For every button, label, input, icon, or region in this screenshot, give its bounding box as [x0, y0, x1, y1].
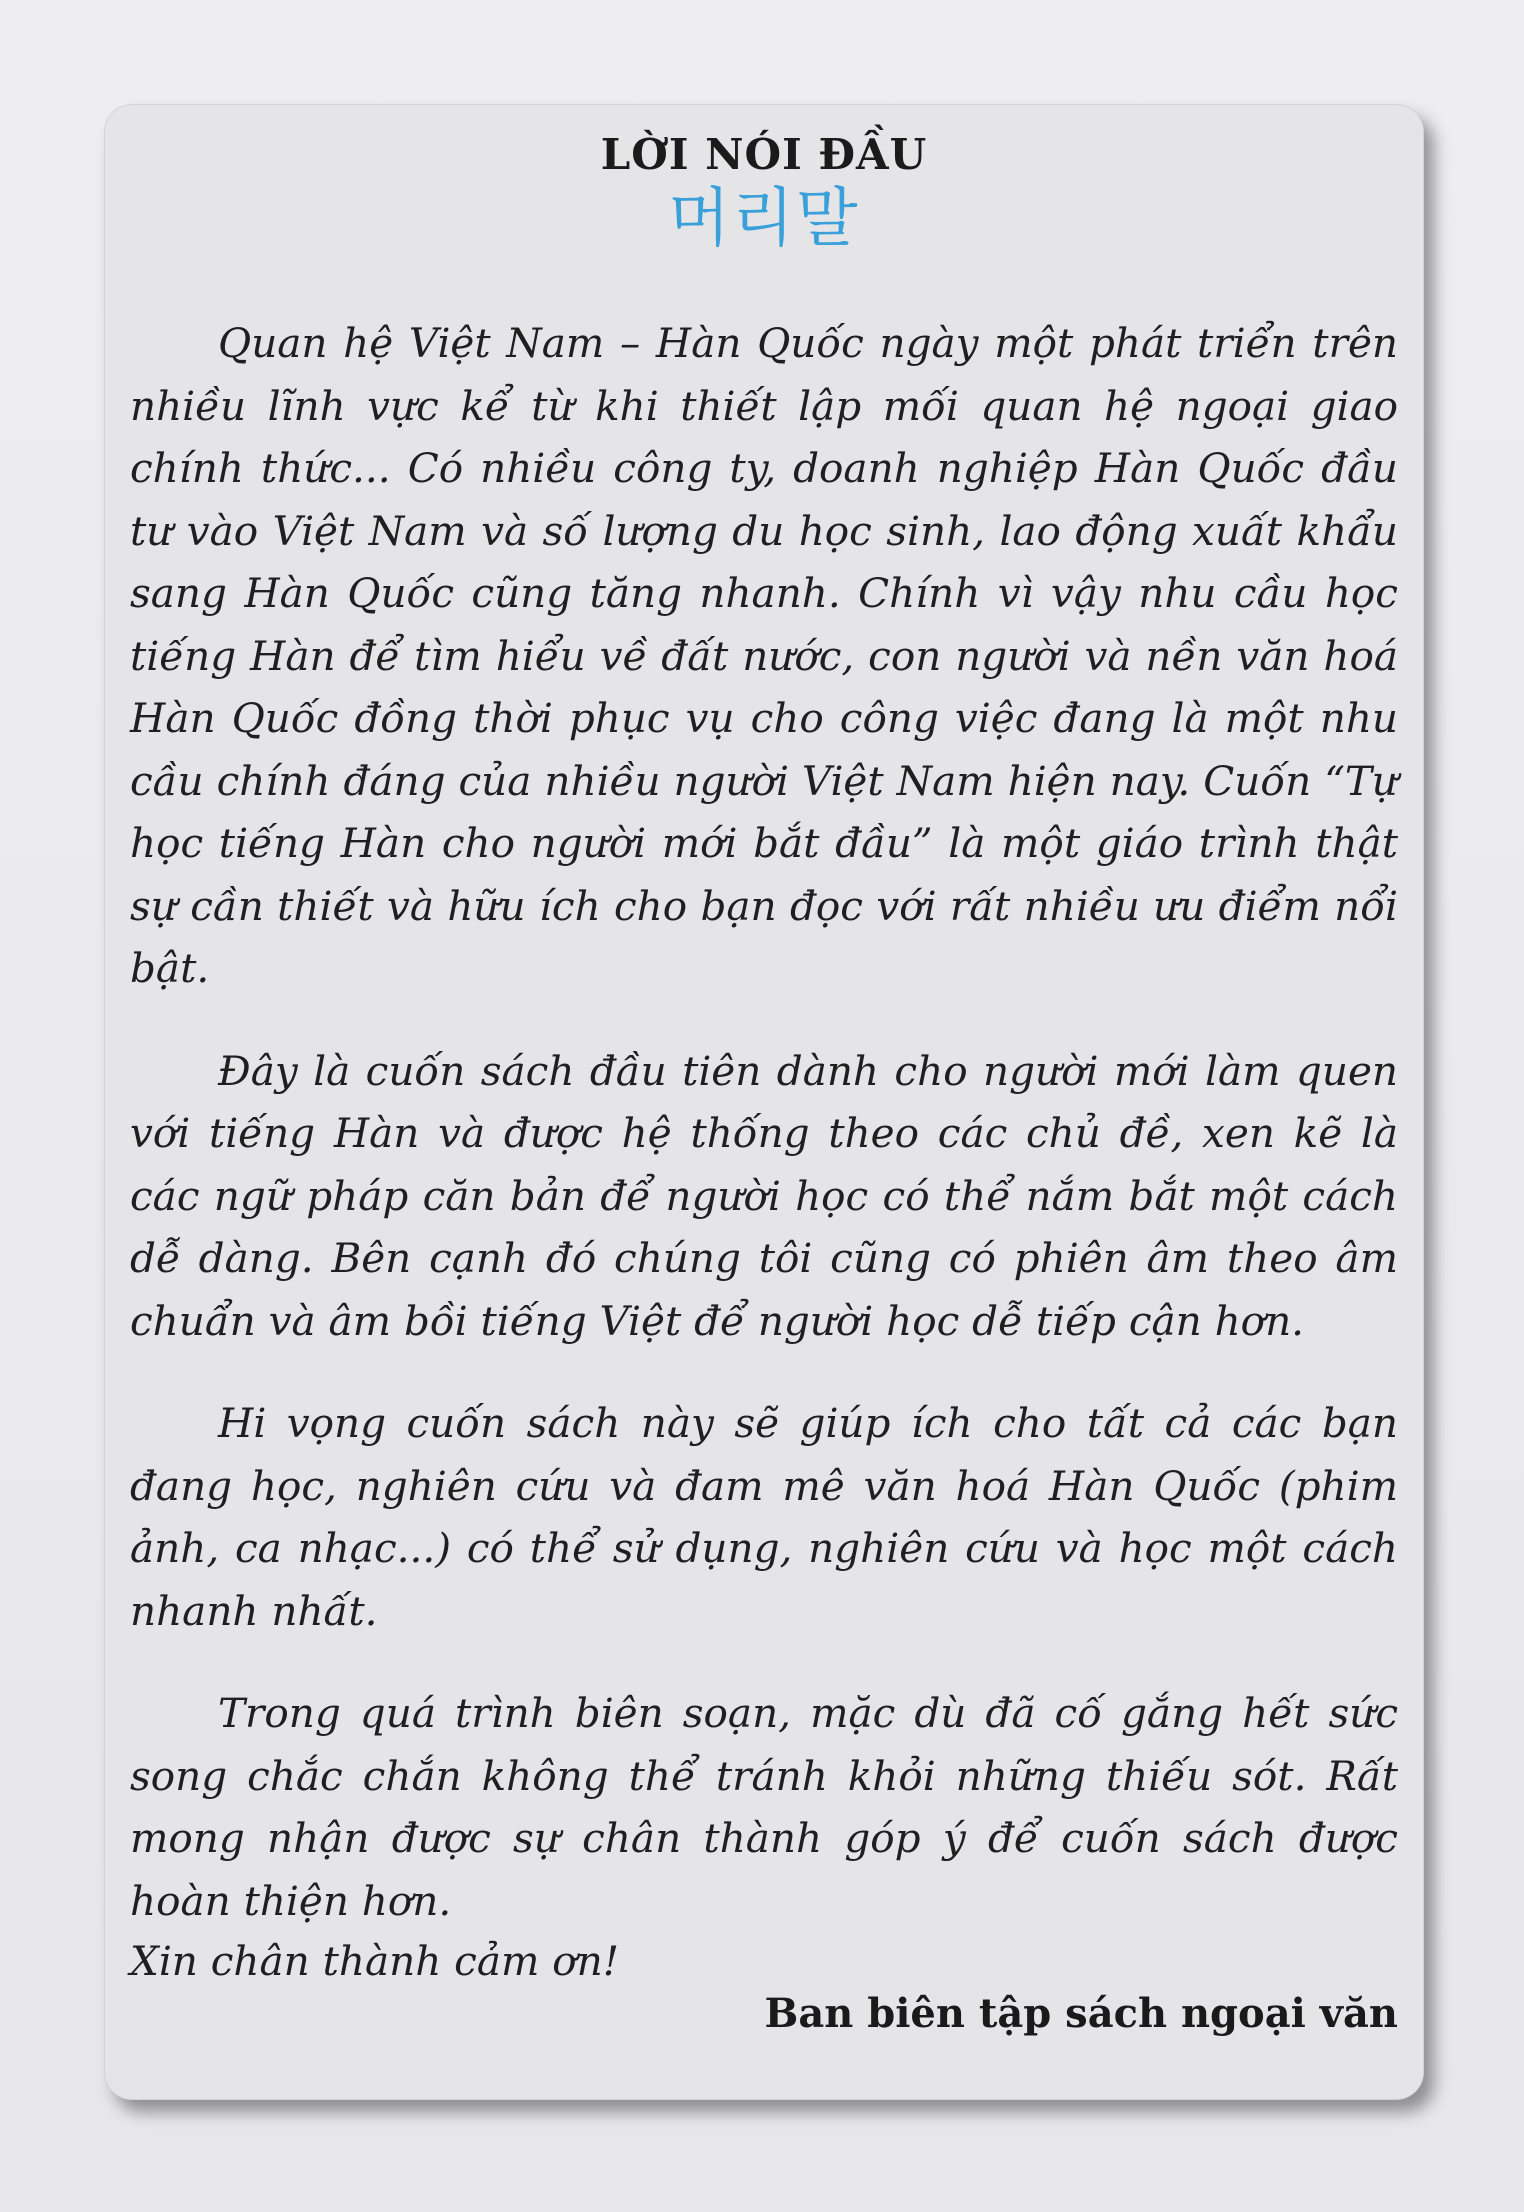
closing-signature: Ban biên tập sách ngoại văn: [764, 1990, 1398, 2037]
preface-title-korean: 머리말: [668, 182, 860, 257]
preface-body: [130, 312, 1398, 2040]
preface-paragraph-3: Hi vọng cuốn sách này sẽ giúp ích cho tất cả các bạn đang học, nghiên cứu và đam mê văn hoá Hàn Quốc (phim ảnh, ca nhạc...) có thể sử dụng, nghiên cứu và học một cách nhanh nhất.: [130, 1399, 1398, 1635]
preface-card: [104, 104, 1424, 2100]
preface-title-vietnamese: LỜI NÓI ĐẦU: [600, 130, 928, 179]
preface-paragraph-4: Trong quá trình biên soạn, mặc dù đã cố gắng hết sức song chắc chắn không thể tránh khỏi những thiếu sót. Rất mong nhận được sự chân thành góp ý để cuốn sách được hoàn thiện hơn.: [130, 1689, 1398, 1925]
preface-paragraph-2: Đây là cuốn sách đầu tiên dành cho người mới làm quen với tiếng Hàn và được hệ thống theo các chủ đề, xen kẽ là các ngữ pháp căn bản để người học có thể nắm bắt một cách dễ dàng. Bên cạnh đó chúng tôi cũng có phiên âm theo âm chuẩn và âm bồi tiếng Việt để người học dễ tiếp cận hơn.: [130, 1046, 1398, 1345]
closing-thanks: Xin chân thành cảm ơn!: [130, 1937, 620, 1985]
preface-paragraph-1: Quan hệ Việt Nam – Hàn Quốc ngày một phát triển trên nhiều lĩnh vực kể từ khi thiết lập mối quan hệ ngoại giao chính thức... Có nhiều công ty, doanh nghiệp Hàn Quốc đầu tư vào Việt Nam và số lượng du học sinh, lao động xuất khẩu sang Hàn Quốc cũng tăng nhanh. Chính vì vậy nhu cầu học tiếng Hàn để tìm hiểu về đất nước, con người và nền văn hoá Hàn Quốc đồng thời phục vụ cho công việc đang là một nhu cầu chính đáng của nhiều người Việt Nam hiện nay. Cuốn “Tự học tiếng Hàn cho người mới bắt đầu” là một giáo trình thật sự cần thiết và hữu ích cho bạn đọc với rất nhiều ưu điểm nổi bật.: [130, 319, 1398, 992]
preface-header: [104, 132, 1424, 255]
